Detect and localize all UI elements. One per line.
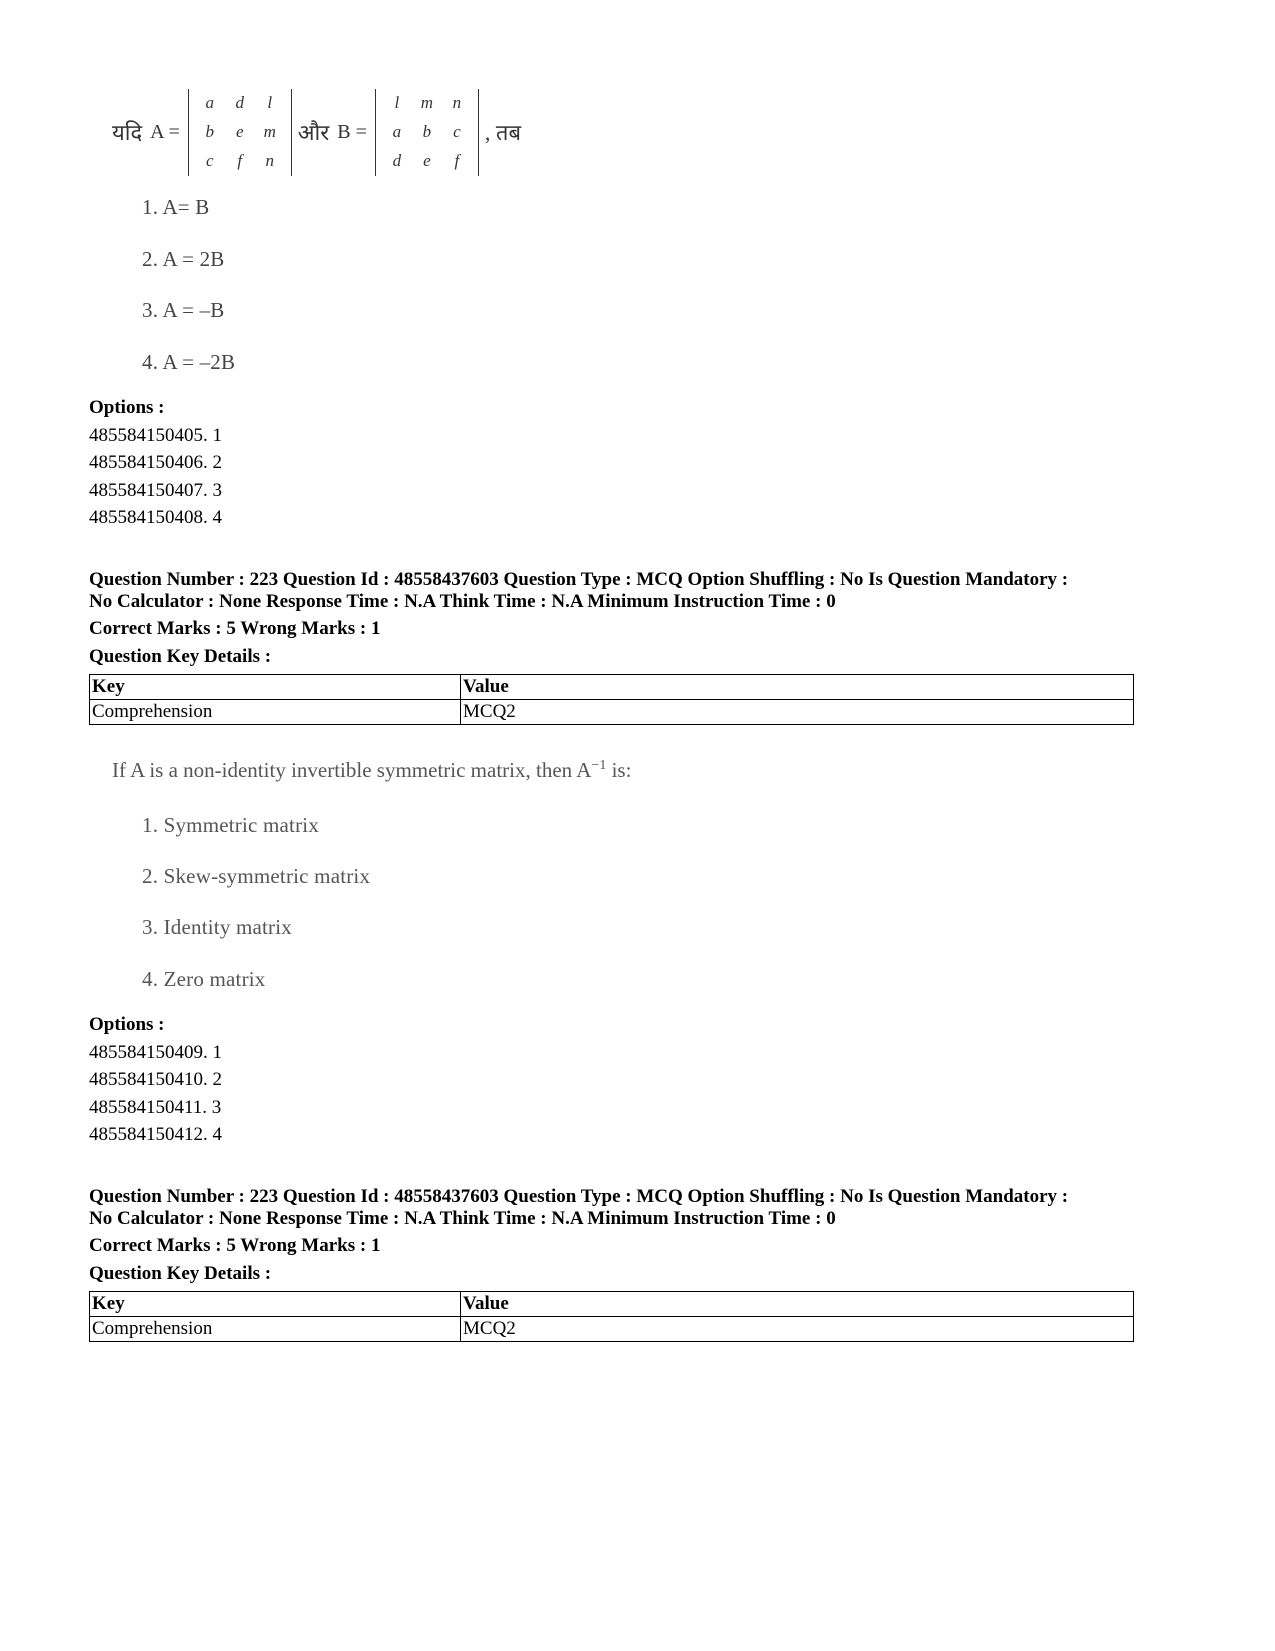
matrix-b-cell: m	[420, 93, 434, 112]
question-1-options	[89, 394, 222, 532]
question-2-choice: 2. Skew-symmetric matrix	[142, 864, 371, 888]
question-1-choice: 2. A = 2B	[142, 247, 225, 271]
stem-text-end: is:	[606, 758, 632, 782]
matrix-b-cell: e	[423, 151, 431, 170]
question-1-stem-image	[112, 86, 552, 178]
options-heading: Options :	[89, 397, 165, 418]
option-id: 485584150411. 3	[89, 1096, 222, 1118]
matrix-b-cell: l	[394, 93, 400, 112]
question-1-choice: 3. A = –B	[142, 298, 225, 322]
matrix-a-cell: a	[205, 93, 215, 112]
option-id: 485584150406. 2	[89, 452, 222, 473]
question-2-choice: 3. Identity matrix	[142, 915, 292, 939]
table-header-value: Value	[461, 675, 1134, 700]
option-id: 485584150405. 1	[89, 424, 222, 446]
table-header-key: Key	[90, 1292, 461, 1317]
table-cell-key: Comprehension	[90, 1317, 461, 1342]
option-id: 485584150412. 4	[89, 1124, 222, 1145]
table-header-row	[90, 1292, 1134, 1317]
matrix-a	[188, 89, 292, 176]
matrix-a-cell: l	[267, 93, 273, 112]
question-1-choice: 4. A = –2B	[142, 350, 236, 374]
question-2-options	[89, 1011, 222, 1149]
matrix-a-cell: f	[237, 151, 243, 170]
stem-suffix: , तब	[484, 120, 522, 145]
matrix-a-cell: d	[235, 93, 245, 112]
option-id: 485584150410. 2	[89, 1069, 222, 1090]
table-cell-value: MCQ2	[461, 1317, 1134, 1342]
matrix-b-cell: a	[392, 122, 402, 141]
table-row	[90, 1317, 1134, 1342]
marks-line: Correct Marks : 5 Wrong Marks : 1	[89, 618, 381, 639]
matrix-b-label: B =	[337, 120, 367, 143]
key-details-table	[89, 674, 1134, 725]
question-2-choice: 1. Symmetric matrix	[142, 813, 320, 837]
stem-text: If A is a non-identity invertible symmetric matrix, then A	[112, 758, 592, 782]
matrix-a-cell: e	[235, 122, 244, 141]
matrix-b-cell: f	[454, 151, 460, 170]
matrix-a-cell: c	[205, 151, 214, 170]
table-cell-value: MCQ2	[461, 700, 1134, 725]
meta-line-1: Question Number : 223 Question Id : 48558437603 Question Type : MCQ Option Shuffling : No Is Question Mandatory :	[89, 569, 1069, 590]
question-meta-2	[89, 1186, 1149, 1230]
meta-line-2: No Calculator : None Response Time : N.A Think Time : N.A Minimum Instruction Time : 0	[89, 1208, 836, 1229]
option-id: 485584150408. 4	[89, 507, 222, 528]
key-details-heading: Question Key Details :	[89, 1263, 272, 1284]
table-cell-key: Comprehension	[90, 700, 461, 725]
option-id: 485584150409. 1	[89, 1041, 222, 1063]
question-2-stem-image	[112, 758, 631, 783]
question-1-choice: 1. A= B	[142, 195, 210, 219]
table-header-row	[90, 675, 1134, 700]
meta-line-1: Question Number : 223 Question Id : 48558437603 Question Type : MCQ Option Shuffling : No Is Question Mandatory :	[89, 1186, 1069, 1207]
and-word: और	[297, 120, 330, 145]
marks-line: Correct Marks : 5 Wrong Marks : 1	[89, 1235, 381, 1256]
matrix-a-cell: n	[265, 151, 275, 170]
table-header-value: Value	[461, 1292, 1134, 1317]
matrix-b	[375, 89, 479, 176]
matrix-a-label: A =	[150, 120, 180, 143]
option-id: 485584150407. 3	[89, 479, 222, 501]
matrix-a-cell: b	[205, 122, 215, 141]
table-row	[90, 700, 1134, 725]
options-heading: Options :	[89, 1014, 165, 1035]
matrix-b-cell: n	[452, 93, 462, 112]
key-details-table	[89, 1291, 1134, 1342]
meta-line-2: No Calculator : None Response Time : N.A Think Time : N.A Minimum Instruction Time : 0	[89, 591, 836, 612]
table-header-key: Key	[90, 675, 461, 700]
matrix-b-cell: d	[392, 151, 402, 170]
key-details-heading: Question Key Details :	[89, 646, 272, 667]
matrix-b-cell: c	[453, 122, 461, 141]
matrix-b-cell: b	[422, 122, 432, 141]
matrix-a-cell: m	[263, 122, 276, 141]
stem-prefix: यदि	[112, 120, 143, 145]
question-meta-1	[89, 569, 1149, 613]
stem-superscript: −1	[591, 758, 607, 773]
question-2-choice: 4. Zero matrix	[142, 967, 266, 991]
